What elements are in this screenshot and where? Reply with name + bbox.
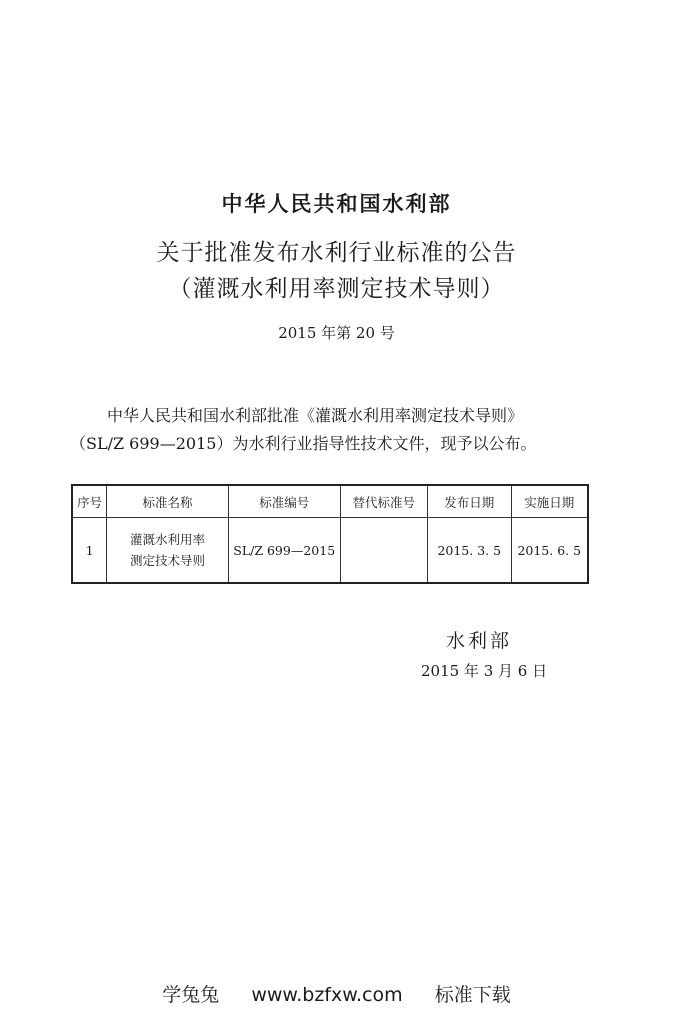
issue-number: 2015 年第 20 号 xyxy=(278,324,395,342)
table-header-row xyxy=(72,485,588,518)
cell-replaced-standard xyxy=(340,518,428,584)
header-serial-number: 序号 xyxy=(72,485,107,518)
header-standard-code: 标准编号 xyxy=(228,485,340,518)
cell-publish-date: 2015. 3. 5 xyxy=(428,518,511,584)
body-text-line-2: （SL/Z 699—2015）为水利行业指导性技术文件，现予以公布。 xyxy=(70,434,537,453)
header-implement-date: 实施日期 xyxy=(511,485,588,518)
standard-name-line-2: 测定技术导则 xyxy=(130,553,206,568)
announcement-subtitle: （灌溉水利用率测定技术导则） xyxy=(168,276,505,302)
footer-site-name: 学兔兔 xyxy=(162,984,220,1006)
body-text-line-1: 中华人民共和国水利部批准《灌溉水利用率测定技术导则》 xyxy=(107,406,524,425)
issuing-organization: 中华人民共和国水利部 xyxy=(221,191,452,216)
footer-tagline: 标准下载 xyxy=(434,984,511,1006)
header-publish-date: 发布日期 xyxy=(428,485,511,518)
header-replaced-standard: 替代标准号 xyxy=(340,485,428,518)
standards-table xyxy=(71,484,589,584)
announcement-title: 关于批准发布水利行业标准的公告 xyxy=(156,240,517,266)
footer-watermark xyxy=(0,980,673,1007)
standard-name-line-1: 灌溉水利用率 xyxy=(130,532,206,547)
header-standard-name: 标准名称 xyxy=(107,485,229,518)
signature-organization: 水利部 xyxy=(446,630,513,652)
cell-implement-date: 2015. 6. 5 xyxy=(511,518,588,584)
cell-standard-name xyxy=(107,518,229,584)
table-row xyxy=(72,518,588,584)
signature-date: 2015 年 3 月 6 日 xyxy=(421,662,548,680)
cell-standard-code: SL/Z 699—2015 xyxy=(228,518,340,584)
footer-url: www.bzfxw.com xyxy=(251,984,403,1006)
cell-serial-number: 1 xyxy=(72,518,107,584)
